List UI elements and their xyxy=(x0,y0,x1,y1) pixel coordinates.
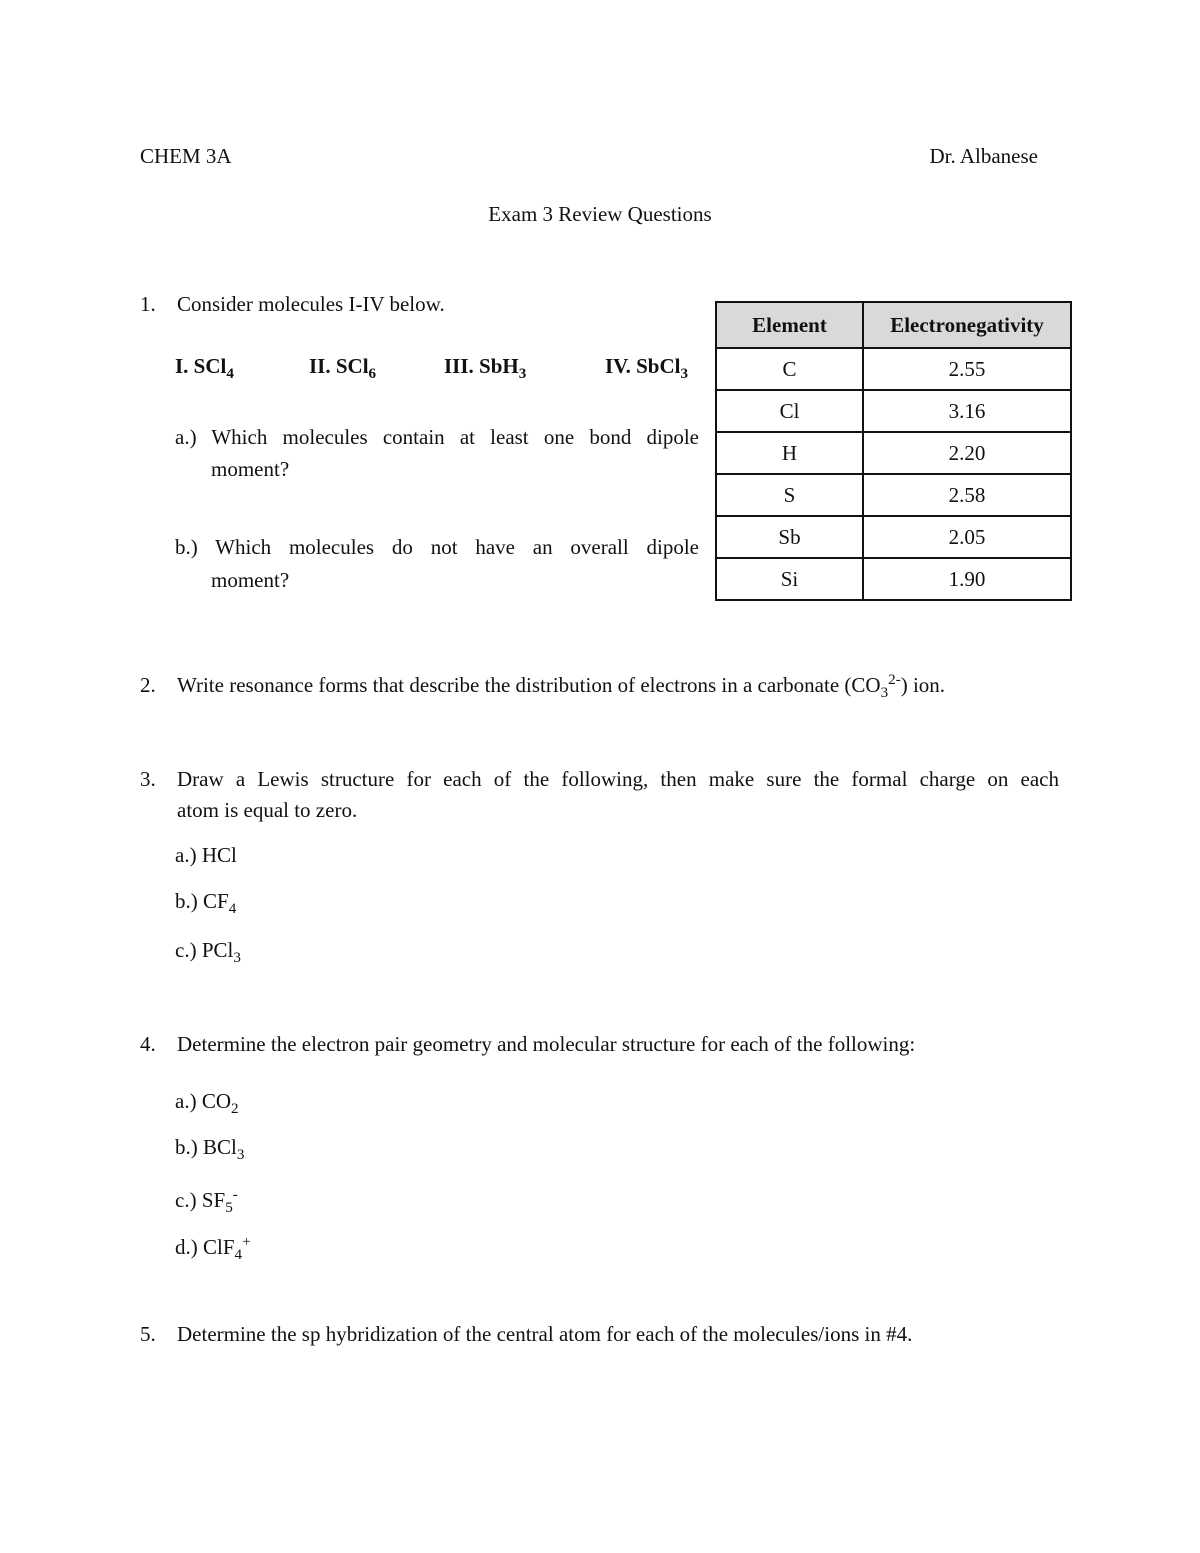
question-2-text: Write resonance forms that describe the distribution of electrons in a carbonate $(CO_3^{2-})$ ion. xyxy=(177,672,946,702)
molecule-1: I. SCl$_4$ xyxy=(175,354,234,383)
molecule-3: III. SbH$_3$ xyxy=(444,354,527,383)
question-3b: b.) $CF_4$ xyxy=(175,889,237,918)
question-1a-line2: moment? xyxy=(211,457,290,481)
question-4a: a.) $CO_2$ xyxy=(175,1089,239,1118)
electronegativity-table xyxy=(715,301,1072,601)
question-1a-line1: a.) Which molecules contain at least one bond dipole xyxy=(175,425,699,449)
molecule-4: IV. SbCl$_3$ xyxy=(605,354,689,383)
question-3-number: 3. xyxy=(140,767,156,791)
question-1b-line2: moment? xyxy=(211,568,290,592)
table-row xyxy=(716,558,1071,600)
table-row xyxy=(716,390,1071,432)
element-cell: Si xyxy=(716,558,863,600)
question-5-number: 5. xyxy=(140,1322,156,1346)
question-4d: d.) ClF$_4$+ xyxy=(175,1234,251,1264)
question-3-line2: atom is equal to zero. xyxy=(177,798,358,822)
question-3c: c.) PCl$_3$ xyxy=(175,938,241,967)
column-header-element: Element xyxy=(716,302,863,348)
question-1-text: Consider molecules I-IV below. xyxy=(177,292,445,316)
question-5-text: Determine the sp hybridization of the central atom for each of the molecules/ions in #4. xyxy=(177,1322,913,1346)
electronegativity-cell: 2.58 xyxy=(863,474,1071,516)
question-1-number: 1. xyxy=(140,292,156,316)
page-title: Exam 3 Review Questions xyxy=(488,202,712,226)
question-4b: b.) BCl$_3$ xyxy=(175,1135,245,1164)
course-name: CHEM 3A xyxy=(140,144,232,168)
molecule-2: II. SCl$_6$ xyxy=(309,354,377,383)
electronegativity-cell: 1.90 xyxy=(863,558,1071,600)
electronegativity-cell: 2.55 xyxy=(863,348,1071,390)
table-header-row xyxy=(716,302,1071,348)
column-header-electronegativity: Electronegativity xyxy=(863,302,1071,348)
electronegativity-cell: 2.05 xyxy=(863,516,1071,558)
question-4-number: 4. xyxy=(140,1032,156,1056)
element-cell: S xyxy=(716,474,863,516)
element-cell: H xyxy=(716,432,863,474)
question-1b-line1: b.) Which molecules do not have an overall dipole xyxy=(175,535,699,559)
question-4-text: Determine the electron pair geometry and molecular structure for each of the following: xyxy=(177,1032,916,1056)
question-3-line1: Draw a Lewis structure for each of the following, then make sure the formal charge on each xyxy=(177,767,1059,791)
table-row xyxy=(716,348,1071,390)
question-3a: a.) HCl xyxy=(175,843,237,867)
element-cell: Cl xyxy=(716,390,863,432)
element-cell: C xyxy=(716,348,863,390)
question-2-number: 2. xyxy=(140,673,156,697)
table-row xyxy=(716,516,1071,558)
electronegativity-cell: 3.16 xyxy=(863,390,1071,432)
question-4c: c.) $SF_5^-$ xyxy=(175,1187,238,1217)
table-row xyxy=(716,432,1071,474)
electronegativity-cell: 2.20 xyxy=(863,432,1071,474)
instructor-name: Dr. Albanese xyxy=(929,144,1038,168)
element-cell: Sb xyxy=(716,516,863,558)
table-row xyxy=(716,474,1071,516)
